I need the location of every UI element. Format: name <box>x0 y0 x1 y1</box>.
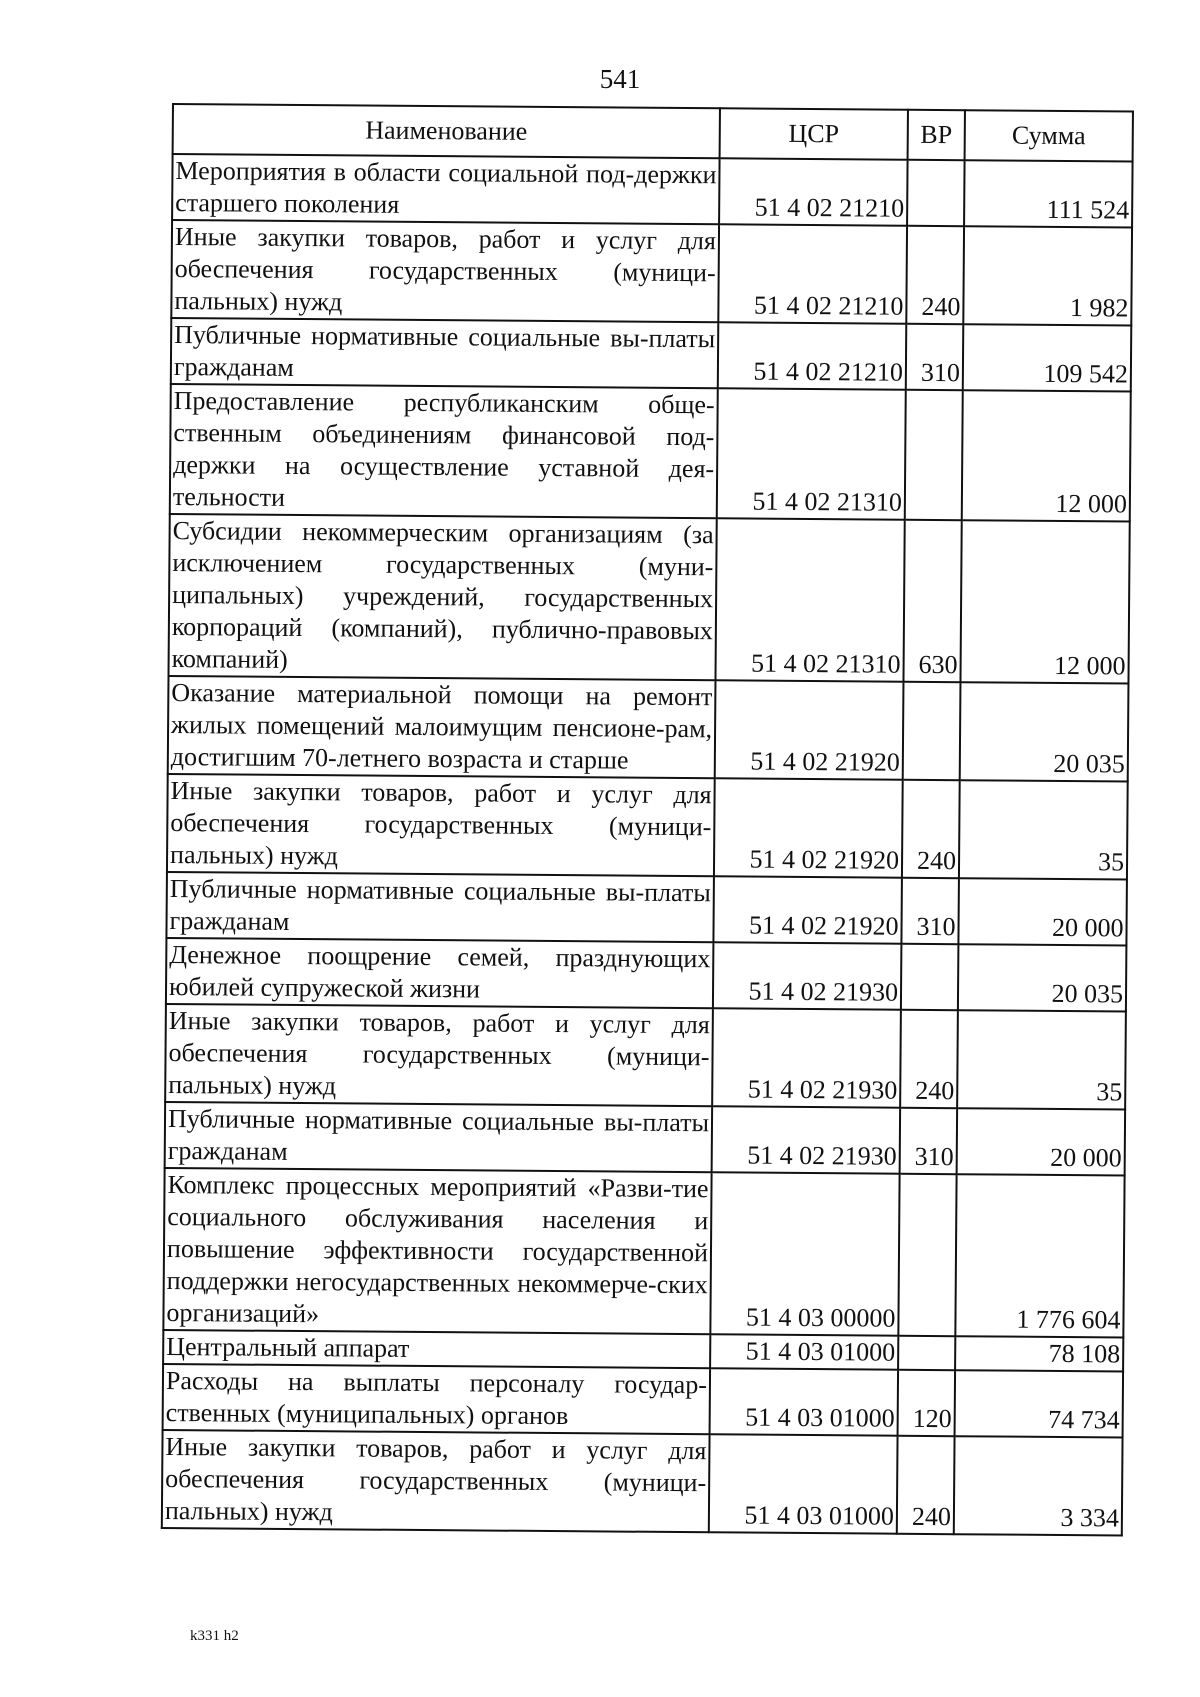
table-row <box>165 1102 1125 1176</box>
table-row <box>170 384 1131 522</box>
page-number: 541 <box>599 64 641 94</box>
row-csr: 51 4 02 21310 <box>715 518 904 681</box>
row-name: Иные закупки товаров, работ и услуг для обеспечения государственных (муници-пальных) нужд <box>162 1430 710 1532</box>
row-vr: 240 <box>906 226 964 324</box>
table-row <box>165 1004 1126 1110</box>
header-csr: ЦСР <box>720 108 908 159</box>
row-csr: 51 4 02 21210 <box>718 322 907 389</box>
row-vr: 310 <box>900 1108 958 1174</box>
row-vr <box>898 1174 956 1336</box>
row-name: Мероприятия в области социальной под-держки старшего поколения <box>172 154 720 224</box>
table-row <box>167 774 1128 880</box>
row-vr: 240 <box>897 1436 955 1534</box>
row-csr: 51 4 03 01000 <box>709 1434 898 1533</box>
row-csr: 51 4 02 21210 <box>719 158 908 225</box>
table-row <box>172 154 1132 228</box>
row-csr: 51 4 02 21310 <box>717 388 906 519</box>
row-vr <box>903 682 961 780</box>
row-sum: 35 <box>957 1010 1126 1109</box>
row-vr <box>901 944 959 1010</box>
row-name: Иные закупки товаров, работ и услуг для обеспечения государственных (муници-пальных) нужд <box>167 774 715 876</box>
row-csr: 51 4 03 00000 <box>710 1172 899 1335</box>
row-sum: 74 734 <box>955 1370 1124 1437</box>
table-row <box>168 514 1129 684</box>
row-name: Иные закупки товаров, работ и услуг для обеспечения государственных (муници-пальных) нужд <box>165 1004 713 1106</box>
row-sum: 12 000 <box>960 520 1129 683</box>
table-body <box>162 154 1133 1535</box>
table-row <box>166 938 1126 1012</box>
row-vr <box>907 160 965 226</box>
row-sum: 1 982 <box>963 226 1132 325</box>
header-vr: ВР <box>908 110 965 160</box>
row-csr: 51 4 02 21930 <box>712 1106 901 1173</box>
row-sum: 20 035 <box>960 682 1129 781</box>
row-csr: 51 4 02 21210 <box>718 224 907 323</box>
row-csr: 51 4 02 21920 <box>713 876 902 943</box>
row-name: Центральный аппарат <box>163 1330 710 1368</box>
row-sum: 35 <box>959 780 1128 879</box>
table-row <box>163 1168 1124 1338</box>
header-name: Наименование <box>173 104 720 158</box>
row-name: Оказание материальной помощи на ремонт жилых помещений малоимущим пенсионе-рам, достигшим 70-летнего возраста и старше <box>168 676 716 778</box>
row-sum: 3 334 <box>954 1436 1123 1535</box>
row-vr <box>898 1336 955 1370</box>
row-vr: 120 <box>898 1370 956 1436</box>
row-name: Публичные нормативные социальные вы-платы гражданам <box>171 318 719 388</box>
row-vr: 630 <box>903 520 961 682</box>
row-name: Комплекс процессных мероприятий «Разви-тие социального обслуживания населения и повышение эффективности государственной поддержки негосударственных некоммерче-ских организаций» <box>163 1168 711 1334</box>
row-sum: 111 524 <box>964 160 1133 227</box>
table-row <box>163 1364 1123 1438</box>
row-name: Иные закупки товаров, работ и услуг для обеспечения государственных (муници-пальных) нужд <box>171 220 719 322</box>
table-row <box>162 1430 1123 1536</box>
header-sum: Сумма <box>965 110 1133 161</box>
row-csr: 51 4 02 21930 <box>712 1008 901 1107</box>
row-vr: 310 <box>901 878 959 944</box>
row-sum: 20 000 <box>958 878 1127 945</box>
row-sum: 109 542 <box>963 324 1132 391</box>
row-vr: 240 <box>900 1010 958 1108</box>
row-name: Предоставление республиканским обще-ственным объединениям финансовой под-держки на осуществление уставной дея-тельности <box>170 384 718 518</box>
table-row <box>168 676 1129 782</box>
row-csr: 51 4 03 01000 <box>710 1368 899 1435</box>
row-csr: 51 4 03 01000 <box>710 1334 898 1369</box>
row-vr <box>905 390 963 520</box>
footer-code: k331 h2 <box>190 1628 239 1644</box>
row-sum: 12 000 <box>962 390 1131 521</box>
table-row <box>166 872 1126 946</box>
row-sum: 20 035 <box>958 944 1127 1011</box>
row-csr: 51 4 02 21930 <box>713 942 902 1009</box>
row-name: Субсидии некоммерческим организациям (за исключением государственных (муни-ципальных) учреждений, государственных корпораций (компаний), публично-правовых компаний) <box>168 514 716 680</box>
row-vr: 240 <box>902 780 960 878</box>
table-row <box>171 220 1132 326</box>
row-sum: 1 776 604 <box>955 1174 1124 1337</box>
budget-table <box>161 103 1134 1537</box>
table-header-row <box>173 104 1133 162</box>
row-sum: 78 108 <box>955 1336 1123 1371</box>
row-name: Денежное поощрение семей, празднующих юбилей супружеской жизни <box>166 938 714 1008</box>
row-sum: 20 000 <box>957 1108 1126 1175</box>
row-csr: 51 4 02 21920 <box>714 778 903 877</box>
row-vr: 310 <box>906 324 964 390</box>
row-name: Расходы на выплаты персоналу государ-ственных (муниципальных) органов <box>163 1364 711 1434</box>
row-name: Публичные нормативные социальные вы-платы гражданам <box>165 1102 713 1172</box>
table-row <box>171 318 1131 392</box>
row-name: Публичные нормативные социальные вы-платы гражданам <box>166 872 714 942</box>
row-csr: 51 4 02 21920 <box>715 680 904 779</box>
